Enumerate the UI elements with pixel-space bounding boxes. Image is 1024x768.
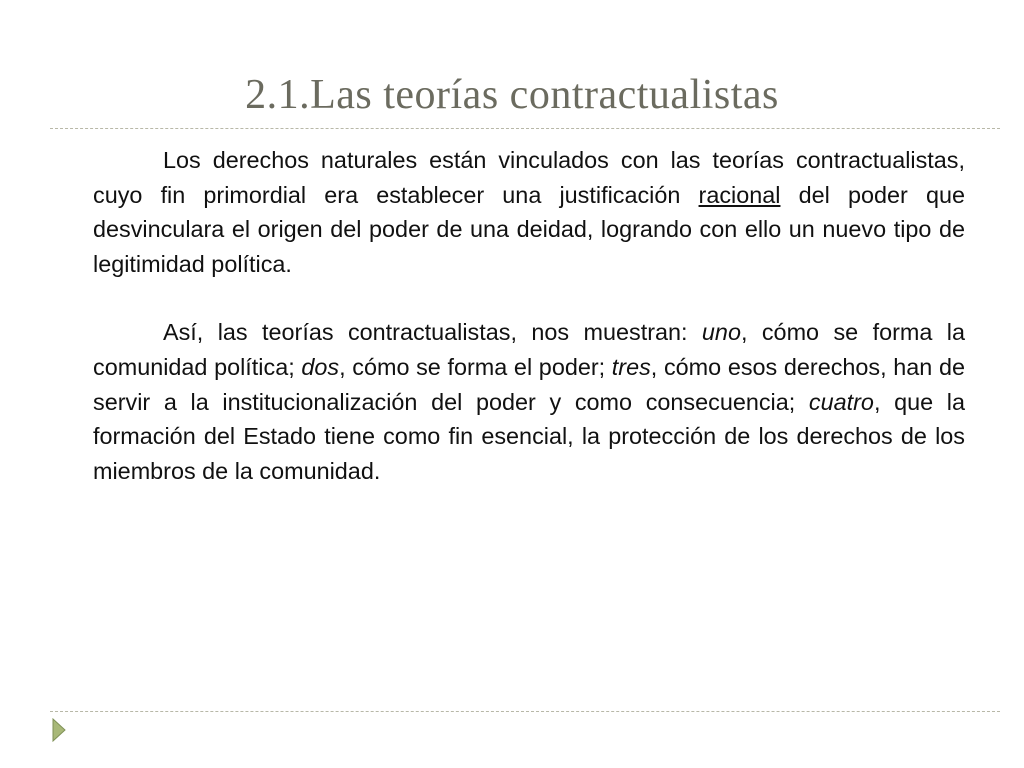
paragraph-1-text-before: Los derechos naturales están vinculados con las teorías contractualistas, cuyo fin primordial era establecer una justificación xyxy=(93,147,965,208)
paragraph-2-part-2: , cómo se forma la comunidad política; xyxy=(93,319,966,380)
paragraph-2-part-3: , cómo se forma el poder; xyxy=(339,353,612,380)
play-triangle-icon[interactable] xyxy=(52,718,66,742)
paragraph-1-text-after: del poder que desvinculara el origen del poder de una deidad, logrando con ello un nuevo tipo de legitimidad política. xyxy=(93,181,965,277)
play-triangle-shape xyxy=(53,719,65,741)
emphasis-cuatro: cuatro xyxy=(808,388,874,415)
emphasis-tres: tres xyxy=(611,353,651,380)
slide-title: 2.1.Las teorías contractualistas xyxy=(245,72,779,118)
emphasis-uno: uno xyxy=(701,319,741,346)
underlined-word: racional xyxy=(698,181,781,208)
footer-divider xyxy=(50,711,1000,712)
paragraph-2-part-1: Así, las teorías contractualistas, nos muestran: xyxy=(163,319,702,346)
paragraph-2-part-5: , que la formación del Estado tiene como fin esencial, la protección de los derechos de los miembros de la comunidad. xyxy=(93,388,966,484)
paragraph-1 xyxy=(93,143,965,281)
title-divider xyxy=(50,128,1000,129)
slide-body xyxy=(93,143,965,488)
paragraph-2-part-4: , cómo esos derechos, han de servir a la institucionalización del poder y como consecuencia; xyxy=(93,353,965,415)
emphasis-dos: dos xyxy=(301,353,340,380)
paragraph-2 xyxy=(93,315,965,488)
